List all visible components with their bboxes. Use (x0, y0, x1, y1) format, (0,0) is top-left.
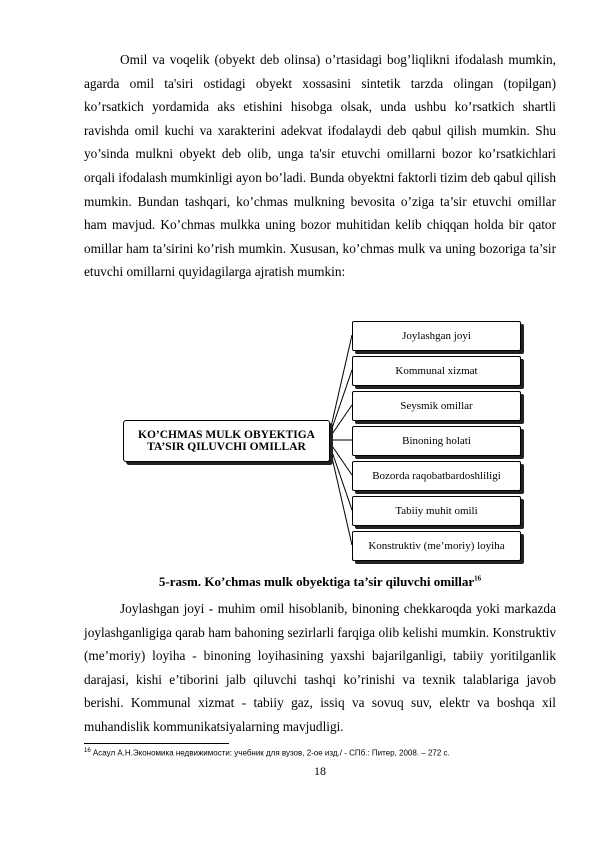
factor-box-seismic: Seysmik omillar (352, 391, 521, 421)
footnote-divider (84, 743, 229, 744)
figure-caption (84, 574, 556, 590)
caption-footnote-ref: 16 (474, 574, 482, 583)
body-paragraph-1: Omil va voqelik (obyekt deb olinsa) o’rtasidagi bog’liqlikni ifodalash mumkin, agarda omil ta'siri ostidagi obyekt xossasini sintetik tarzda olingan (topilgan) ko’rsatkich yordamida aks etishini hisobga olsak, unda ushbu ko’rsatkich shartli ravishda omil kuchi va xarakterini adekvat ifodalaydi deb qabul qilish mumkin. Shu yo’sinda mulkni obyekt deb olib, unga ta'sir etuvchi omillarni bozor ko’rsatkichlari orqali ifodalash mumkinligi ayon bo’ladi. Bunda obyektni faktorli tizim deb qabul qilish mumkin. Bundan tashqari, ko’chmas mulkning bevosita o’ziga ta’sir etuvchi omillar ham mavjud. Ko’chmas mulkka uning bozor muhitidan kelib chiqqan holda bir qator omillar ham ta’sirini ko’rish mumkin. Xususan, ko’chmas mulk va uning bozoriga ta’sir etuvchi omillarni quyidagilarga ajratish mumkin: (84, 52, 556, 280)
factor-box-utilities: Kommunal xizmat (352, 356, 521, 386)
body-paragraph-2: Joylashgan joyi - muhim omil hisoblanib, binoning chekkaroqda yoki markazda joylashganligiga qarab ham bahoning sezirlarli farqiga olib kelishi mumkin. Konstruktiv (me’moriy) loyiha - binoning loyihasining yaxshi bajarilganligi, tabiiy yoritilganlik darajasi, kishi e’tiborini jalb qiluvchi tashqi ko’rinishi va texnik talablariga javob berishi. Kommunal xizmat - tabiiy gaz, issiq va sovuq suv, elektr va boshqa xil muhandislik kommunikatsiyalarning mavjudligi. (84, 601, 556, 734)
diagram-main-box: KO’CHMAS MULK OBYEKTIGA TA’SIR QILUVCHI OMILLAR (123, 420, 330, 462)
factor-box-building-condition: Binoning holati (352, 426, 521, 456)
footnote-text: Асаул А.Н.Экономика недвижимости: учебник для вузов, 2-ое изд./ - СПб.: Питер, 2008. – 272 с. (92, 748, 450, 758)
figure-caption-text: 5-rasm. Ko’chmas mulk obyektiga ta’sir qiluvchi omillar (158, 574, 475, 589)
factor-box-natural-environment: Tabiiy muhit omili (352, 496, 521, 526)
factor-box-location: Joylashgan joyi (352, 321, 521, 351)
factor-box-competitiveness: Bozorda raqobatbardoshliligi (352, 461, 521, 491)
footnote (84, 748, 450, 758)
footnote-number: 16 (84, 748, 91, 754)
page-number: 18 (314, 764, 326, 778)
factor-box-architectural-design: Konstruktiv (me’moriy) loyiha (352, 531, 521, 561)
